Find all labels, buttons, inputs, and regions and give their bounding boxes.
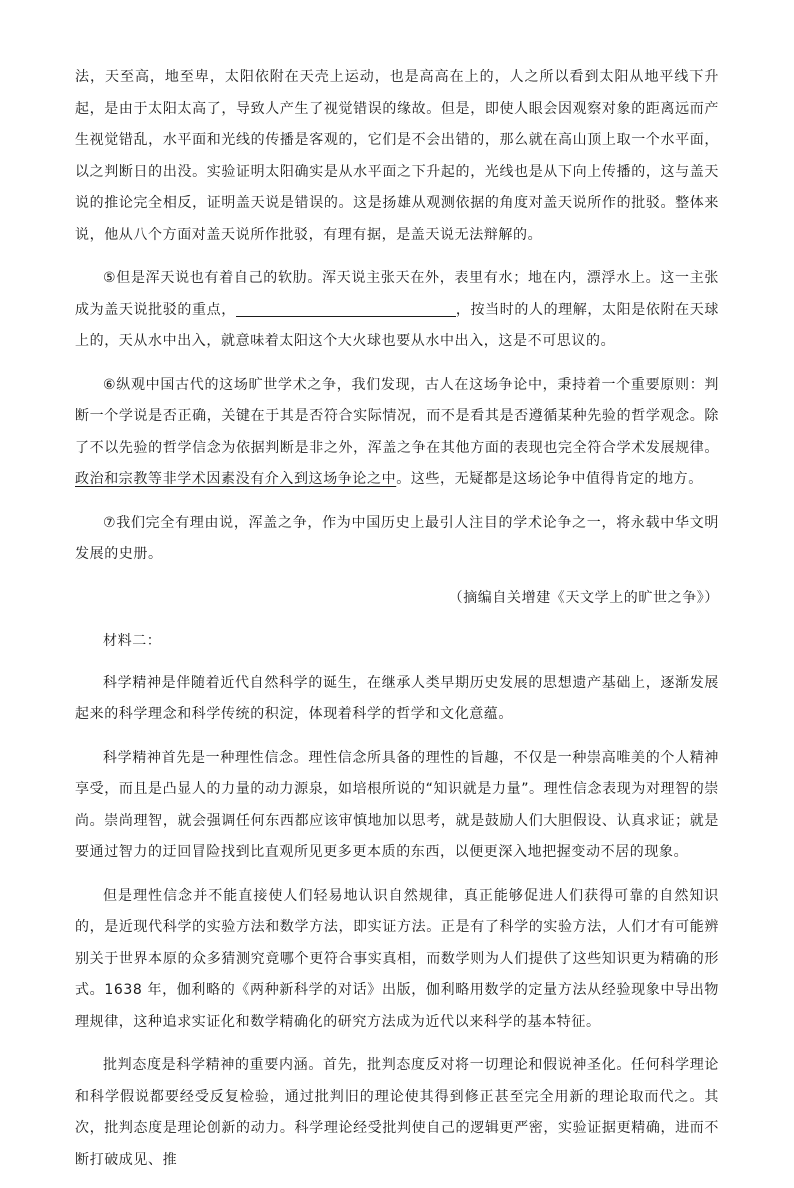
paragraph-5 [75,263,719,358]
material-2-paragraph-1: 科学精神是伴随着近代自然科学的诞生，在继承人类早期历史发展的思想遗产基础上，逐渐发展起来的科学理念和科学传统的积淀，体现着科学的哲学和文化意蕴。 [75,674,719,722]
material-2-paragraph-2: 科学精神首先是一种理性信念。理性信念所具备的理性的旨趣，不仅是一种崇高唯美的个人精神享受，而且是凸显人的力量的动力源泉，如培根所说的“知识就是力量”。理性信念表现为对理智的崇尚。崇尚理智，就会强调任何东西都应该审慎地加以思考，就是鼓励人们大胆假设、认真求证；就是要通过智力的迂回冒险找到比直观所见更多更本质的东西，以便更深入地把握变动不居的现象。 [75,749,719,860]
material-2-heading: 材料二： [103,633,162,649]
material-2-paragraph-3: 但是理性信念并不能直接使人们轻易地认识自然规律，真正能够促进人们获得可靠的自然知识的，是近现代科学的实验方法和数学方法，即实证方法。正是有了科学的实验方法，人们才有可能辨别关于世界本原的众多猜测究竟哪个更符合事实真相，而数学则为人们提供了这些知识更为精确的形式。1638 年，伽利略的《两种新科学的对话》出版，伽利略用数学的定量方法从经验现象中导出物理规律，这种追求实证化和数学精确化的研究方法成为近代以来科学的基本特征。 [75,887,719,1030]
material-2-paragraph-4: 批判态度是科学精神的重要内涵。首先，批判态度反对将一切理论和假说神圣化。任何科学理论和科学假说都要经受反复检验，通过批判旧的理论使其得到修正甚至完全用新的理论取而代之。其次，批判态度是理论创新的动力。科学理论经受批判使自己的逻辑更严密，实验证据更精确，进而不断打破成见、推 [75,1057,719,1168]
paragraph-7: ⑦我们完全有理由说，浑盖之争，作为中国历史上最引人注目的学术论争之一，将永载中华文明发展的史册。 [75,514,719,562]
paragraph-5-text-after: ，按当时的人的理解，太阳是依附在天球上的，天从水中出入，就意味着太阳这个大火球也要从水中出入，这是不可思议的。 [75,301,719,349]
paragraph-6-text-before: ⑥纵观中国古代的这场旷世学术之争，我们发现，古人在这场争论中，秉持着一个重要原则：判断一个学说是否正确，关键在于其是否符合实际情况，而不是看其是否遵循某种先验的哲学观念。除了不以先验的哲学信念为依据判断是非之外，浑盖之争在其他方面的表现也完全符合学术发展规律。 [75,376,719,456]
paragraph-6-text-after: 。这些，无疑都是这场论争中值得肯定的地方。 [396,471,703,487]
document-page [75,62,719,1188]
paragraph-6 [75,370,719,496]
paragraph-5-text-before: ⑤但是浑天说也有着自己的软肋。浑天说主张天在外，表里有水；地在内，漂浮水上。这一主张成为盖天说批驳的重点， [75,270,719,318]
paragraph-intro: 法，天至高，地至卑，太阳依附在天壳上运动，也是高高在上的，人之所以看到太阳从地平线下升起，是由于太阳太高了，导致人产生了视觉错误的缘故。但是，即使人眼会因观察对象的距离远而产生视觉错乱，水平面和光线的传播是客观的，它们是不会出错的，那么就在高山顶上取一个水平面，以之判断日的出没。实验证明太阳确实是从水平面之下升起的，光线也是从下向上传播的，这与盖天说的推论完全相反，证明盖天说是错误的。这是扬雄从观测依据的角度对盖天说所作的批驳。整体来说，他从八个方面对盖天说所作批驳，有理有据，是盖天说无法辩解的。 [75,69,719,243]
fill-in-blank[interactable] [236,298,456,317]
paragraph-6-underlined-sentence: 政治和宗教等非学术因素没有介入到这场争论之中 [75,471,397,487]
source-citation: （摘编自关增建《天文学上的旷世之争》） [448,589,719,606]
